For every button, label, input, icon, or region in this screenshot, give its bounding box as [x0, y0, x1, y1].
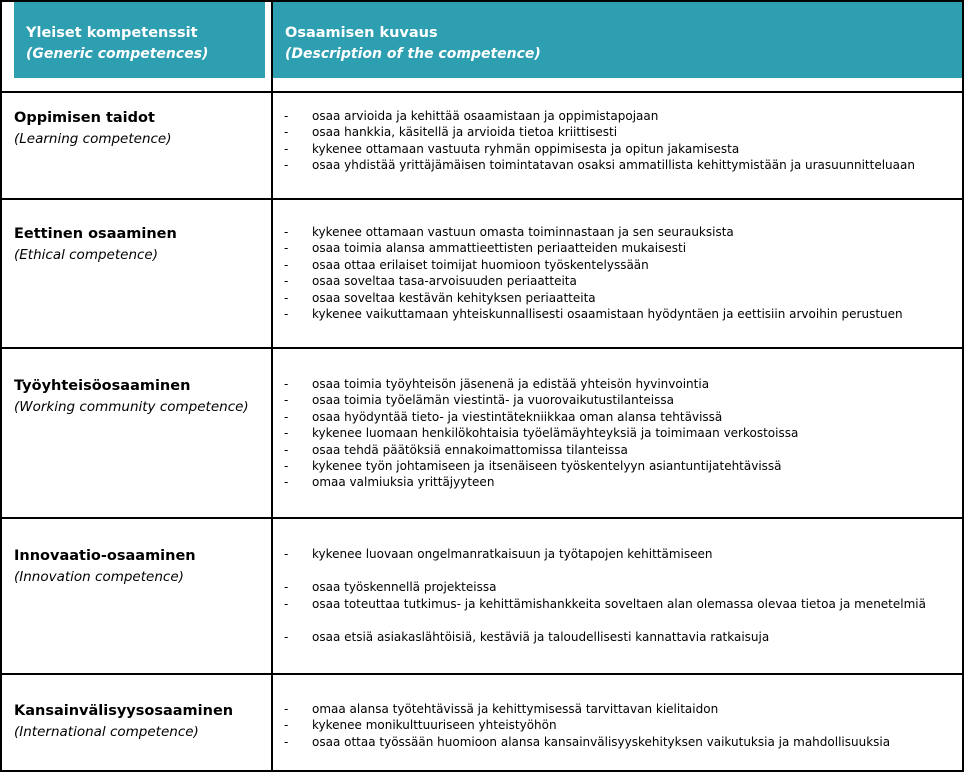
competence-title: Innovaatio-osaaminen: [14, 548, 196, 564]
bullet-item: [273, 717, 956, 733]
header-col2-title: Osaamisen kuvaus: [285, 25, 438, 41]
bullet-dash: -: [284, 307, 289, 322]
competence-name-cell: [2, 519, 273, 673]
competence-description-cell: [273, 675, 962, 772]
bullet-text: kykenee luomaan henkilökohtaisia työelämäyhteyksiä ja toimimaan verkostoissa: [312, 426, 799, 441]
bullet-dash: -: [284, 225, 289, 239]
bullet-text: osaa soveltaa kestävän kehityksen periaatteita: [312, 290, 596, 305]
bullet-dash: -: [284, 109, 289, 123]
table-row: [2, 347, 962, 517]
competence-subtitle: (Innovation competence): [14, 569, 184, 585]
bullet-list: [273, 224, 962, 322]
bullet-text: kykenee ottamaan vastuun omasta toiminnastaan ja sen seurauksista: [312, 225, 734, 239]
bullet-item: [273, 734, 956, 750]
competence-name-cell: [2, 200, 273, 347]
bullet-dash: -: [284, 459, 289, 474]
bullet-text: kykenee vaikuttamaan yhteiskunnallisesti osaamistaan hyödyntäen ja eettisiin arvoihin perustuen: [312, 307, 903, 322]
competence-subtitle: (Working community competence): [14, 399, 249, 415]
competence-description-cell: [273, 519, 962, 673]
competence-description-cell: [273, 200, 962, 347]
bullet-dash: -: [284, 596, 289, 611]
bullet-dash: -: [284, 475, 289, 490]
bullet-text: kykenee luovaan ongelmanratkaisuun ja työtapojen kehittämiseen: [312, 547, 713, 561]
competence-title: Eettinen osaaminen: [14, 226, 177, 242]
bullet-text: osaa etsiä asiakaslähtöisiä, kestäviä ja taloudellisesti kannattavia ratkaisuja: [312, 630, 770, 645]
table-row: [2, 673, 962, 772]
competence-name-cell: [2, 675, 273, 772]
bullet-item: [273, 629, 956, 645]
header-cell-generic-competences: [2, 2, 273, 91]
table-row: [2, 91, 962, 198]
bullet-text: osaa hyödyntää tieto- ja viestintätekniikkaa oman alansa tehtävissä: [312, 409, 723, 424]
competence-name-cell: [2, 349, 273, 517]
competence-title: Työyhteisöosaaminen: [14, 378, 191, 394]
bullet-dash: -: [284, 125, 289, 140]
bullet-item: [273, 306, 956, 322]
bullet-text: osaa arvioida ja kehittää osaamistaan ja oppimistapojaan: [312, 109, 659, 123]
header-col2-subtitle: (Description of the competence): [285, 46, 541, 62]
bullet-list: [273, 701, 962, 750]
bullet-text: osaa toimia työelämän viestintä- ja vuorovaikutustilanteissa: [312, 393, 674, 408]
bullet-dash: -: [284, 141, 289, 156]
bullet-text: kykenee työn johtamiseen ja itsenäiseen työskentelyyn asiantuntijatehtävissä: [312, 459, 782, 474]
bullet-item: [273, 474, 956, 490]
bullet-item: [273, 392, 956, 408]
bullet-item: [273, 546, 956, 562]
bullet-item: [273, 240, 956, 256]
competence-description-cell: [273, 349, 962, 517]
bullet-dash: -: [284, 409, 289, 424]
bullet-text: kykenee monikulttuuriseen yhteistyöhön: [312, 718, 557, 733]
bullet-text: osaa yhdistää yrittäjämäisen toimintatavan osaksi ammatillista kehittymistään ja urasuunnitteluaan: [312, 158, 915, 173]
bullet-text: omaa alansa työtehtävissä ja kehittymisessä tarvittavan kielitaidon: [312, 702, 719, 716]
bullet-text: osaa soveltaa tasa-arvoisuuden periaatteita: [312, 274, 577, 289]
bullet-item: [273, 596, 956, 612]
header-col1-subtitle: (Generic competences): [26, 46, 209, 62]
bullet-dash: -: [284, 377, 289, 391]
bullet-text: osaa ottaa työssään huomioon alansa kansainvälisyyskehityksen vaikutuksia ja mahdollisuuksia: [312, 734, 891, 749]
competence-title: Oppimisen taidot: [14, 110, 155, 126]
bullet-dash: -: [284, 393, 289, 408]
bullet-dash: -: [284, 718, 289, 733]
bullet-list: [273, 376, 962, 491]
competence-subtitle: (Learning competence): [14, 131, 172, 147]
bullet-text: omaa valmiuksia yrittäjyyteen: [312, 475, 495, 490]
bullet-dash: -: [284, 734, 289, 749]
bullet-item: [273, 273, 956, 289]
table-row: [2, 517, 962, 673]
bullet-item: [273, 442, 956, 458]
table-header-row: [2, 2, 962, 91]
bullet-item: [273, 425, 956, 441]
bullet-text: osaa toteuttaa tutkimus- ja kehittämishankkeita soveltaen alan olemassa olevaa tietoa ja menetelmiä: [312, 596, 926, 611]
bullet-dash: -: [284, 442, 289, 457]
bullet-text: osaa tehdä päätöksiä ennakoimattomissa tilanteissa: [312, 442, 628, 457]
table-row: [2, 198, 962, 347]
bullet-item: [273, 701, 956, 717]
bullet-dash: -: [284, 630, 289, 645]
bullet-item: [273, 290, 956, 306]
bullet-list: [273, 546, 962, 646]
bullet-dash: -: [284, 547, 289, 561]
bullet-text: osaa toimia työyhteisön jäsenenä ja edistää yhteisön hyvinvointia: [312, 377, 710, 391]
bullet-dash: -: [284, 702, 289, 716]
bullet-dash: -: [284, 158, 289, 173]
bullet-dash: -: [284, 290, 289, 305]
bullet-text: osaa työskennellä projekteissa: [312, 580, 497, 595]
competence-name-cell: [2, 93, 273, 198]
bullet-item: [273, 157, 956, 173]
competence-description-cell: [273, 93, 962, 198]
bullet-item: [273, 257, 956, 273]
bullet-dash: -: [284, 580, 289, 595]
header-teal-band-left: [14, 2, 265, 78]
bullet-item: [273, 141, 956, 157]
header-teal-band-right: [273, 2, 962, 78]
bullet-item: [273, 376, 956, 392]
bullet-text: kykenee ottamaan vastuuta ryhmän oppimisesta ja opitun jakamisesta: [312, 141, 740, 156]
competence-title: Kansainvälisyysosaaminen: [14, 703, 234, 719]
bullet-item: [273, 224, 956, 240]
bullet-text: osaa toimia alansa ammattieettisten periaatteiden mukaisesti: [312, 241, 687, 256]
bullet-dash: -: [284, 274, 289, 289]
bullet-dash: -: [284, 257, 289, 272]
bullet-dash: -: [284, 241, 289, 256]
bullet-text: osaa hankkia, käsitellä ja arvioida tietoa kriittisesti: [312, 125, 618, 140]
bullet-item: [273, 124, 956, 140]
bullet-item: [273, 579, 956, 595]
bullet-list: [273, 108, 962, 174]
competence-subtitle: (International competence): [14, 724, 199, 740]
bullet-item: [273, 458, 956, 474]
header-col1-title: Yleiset kompetenssit: [26, 25, 198, 41]
bullet-item: [273, 108, 956, 124]
bullet-item: [273, 409, 956, 425]
header-cell-description: [273, 2, 962, 91]
bullet-text: osaa ottaa erilaiset toimijat huomioon työskentelyssään: [312, 257, 649, 272]
bullet-dash: -: [284, 426, 289, 441]
competence-subtitle: (Ethical competence): [14, 247, 158, 263]
